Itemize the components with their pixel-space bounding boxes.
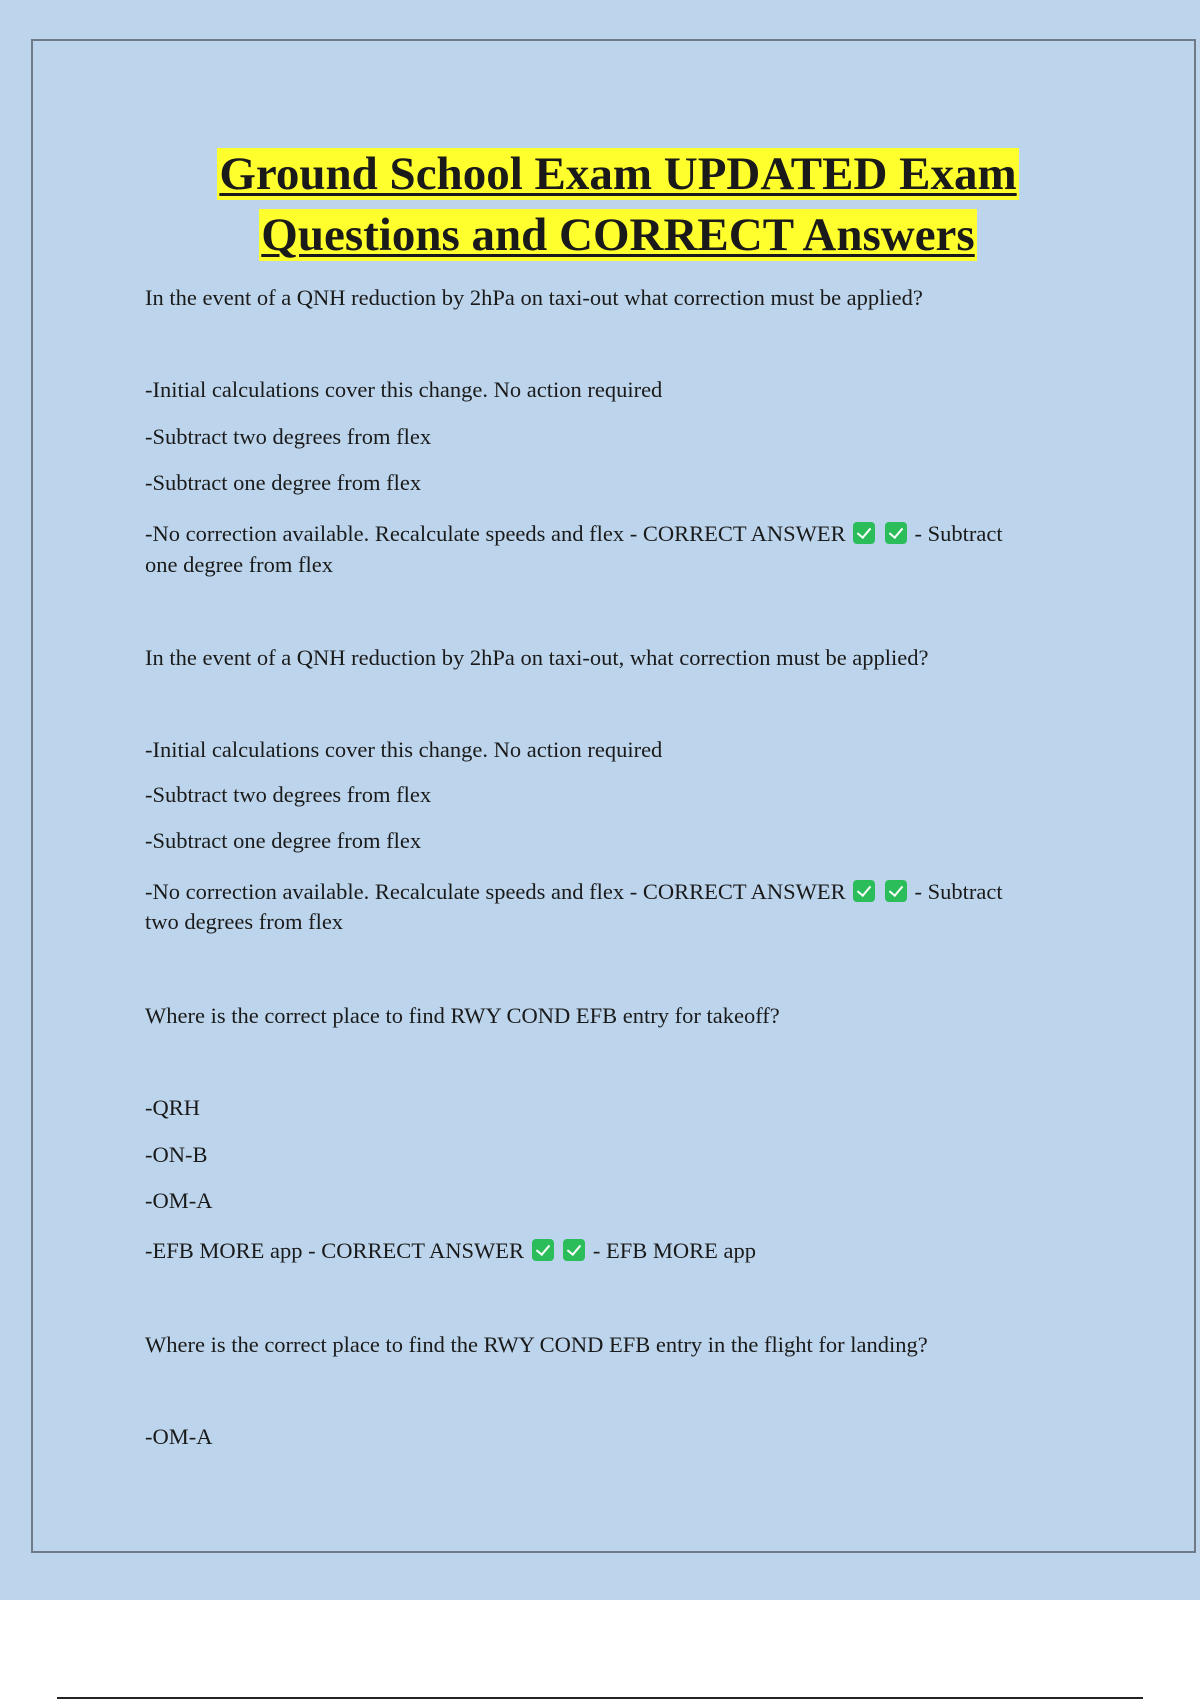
q2-option-3: -Subtract one degree from flex [145, 828, 422, 853]
q1-option-1: -Initial calculations cover this change. No action required [145, 377, 663, 402]
q2-option-2: -Subtract two degrees from flex [145, 782, 432, 807]
title-line-1: Ground School Exam UPDATED Exam [219, 148, 1017, 200]
document-title [90, 144, 1146, 266]
q3-option-4-with-answer [145, 1235, 1065, 1266]
q1-answer-label: - Subtract [914, 521, 1003, 546]
q2-option-4-text: -No correction available. Recalculate speeds and flex - CORRECT ANSWER [145, 879, 846, 904]
q1-option-4-text: -No correction available. Recalculate speeds and flex - CORRECT ANSWER [145, 521, 846, 546]
check-mark-icon [853, 522, 875, 544]
check-mark-icon [885, 522, 907, 544]
q2-answer-continuation: two degrees from flex [145, 909, 344, 934]
question-3: Where is the correct place to find RWY COND EFB entry for takeoff? [145, 1003, 780, 1028]
q3-option-3: -OM-A [145, 1188, 213, 1213]
check-mark-icon [532, 1239, 554, 1261]
question-4: Where is the correct place to find the RWY COND EFB entry in the flight for landing? [145, 1332, 928, 1357]
q2-answer-label: - Subtract [914, 879, 1003, 904]
question-1: In the event of a QNH reduction by 2hPa on taxi-out what correction must be applied? [145, 285, 923, 310]
q1-option-4-with-answer [145, 518, 1065, 549]
check-mark-icon [885, 880, 907, 902]
check-mark-icon [563, 1239, 585, 1261]
q3-option-1: -QRH [145, 1095, 200, 1120]
q1-option-2: -Subtract two degrees from flex [145, 424, 432, 449]
q4-option-1: -OM-A [145, 1424, 213, 1449]
q3-option-2: -ON-B [145, 1142, 208, 1167]
question-2: In the event of a QNH reduction by 2hPa on taxi-out, what correction must be applied? [145, 645, 929, 670]
check-mark-icon [853, 880, 875, 902]
footer-rule [57, 1697, 1143, 1699]
q3-answer-label: - EFB MORE app [592, 1238, 756, 1263]
q2-option-4-with-answer [145, 876, 1065, 907]
q3-option-4-text: -EFB MORE app - CORRECT ANSWER [145, 1238, 524, 1263]
q1-answer-continuation: one degree from flex [145, 552, 334, 577]
q2-option-1: -Initial calculations cover this change. No action required [145, 737, 663, 762]
q1-option-3: -Subtract one degree from flex [145, 470, 422, 495]
title-line-2: Questions and CORRECT Answers [261, 209, 975, 261]
